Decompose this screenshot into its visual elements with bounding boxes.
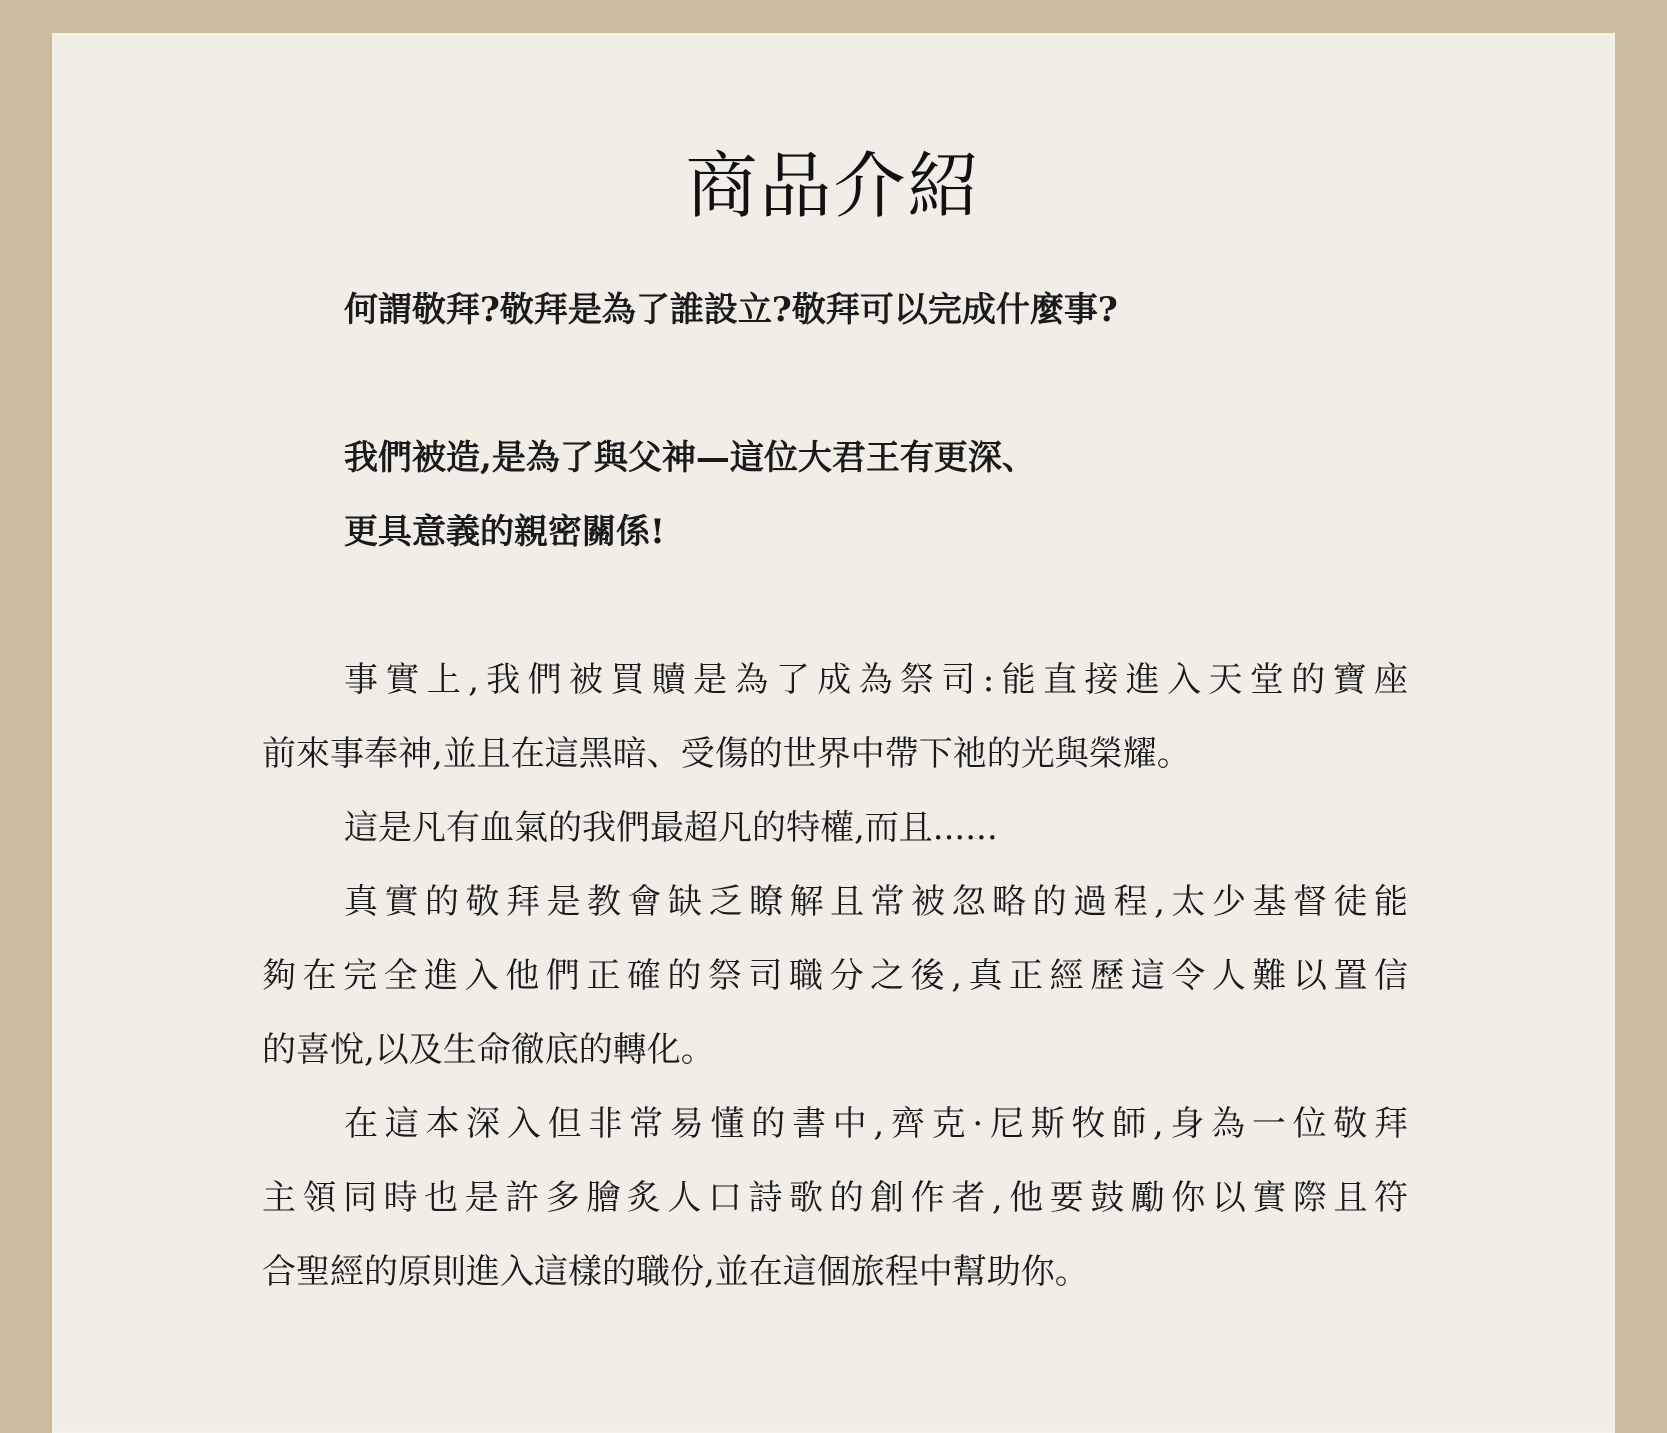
intro-statement-line-2: 更具意義的親密關係! xyxy=(344,512,665,552)
intro-statement-line-1: 我們被造,是為了與父神—這位大君王有更深、 xyxy=(344,438,1036,478)
spacer xyxy=(262,347,1408,421)
paragraph-line: 事實上,我們被買贖是為了成為祭司:能直接進入天堂的寶座 xyxy=(344,660,1408,700)
paragraph-line: 夠在完全進入他們正確的祭司職分之後,真正經歷這令人難以置信 xyxy=(262,956,1408,996)
page-title: 商品介紹 xyxy=(685,144,982,228)
paragraph-line: 前來事奉神,並且在這黑暗、受傷的世界中帶下祂的光與榮耀。 xyxy=(262,734,1191,774)
paragraph-line: 合聖經的原則進入這樣的職份,並在這個旅程中幫助你。 xyxy=(262,1252,1089,1292)
paragraph-line: 的喜悅,以及生命徹底的轉化。 xyxy=(262,1030,715,1070)
paragraph-3 xyxy=(262,865,1408,1087)
paragraph-2 xyxy=(262,791,1408,865)
description-content xyxy=(262,273,1408,1309)
paragraph-line: 這是凡有血氣的我們最超凡的特權,而且...... xyxy=(344,808,998,848)
paragraph-1 xyxy=(262,643,1408,791)
intro-question: 何謂敬拜?敬拜是為了誰設立?敬拜可以完成什麼事? xyxy=(344,290,1118,330)
product-description-panel xyxy=(52,33,1615,1433)
paragraph-line: 真實的敬拜是教會缺乏瞭解且常被忽略的過程,太少基督徒能 xyxy=(344,882,1408,922)
paragraph-line: 在這本深入但非常易懂的書中,齊克·尼斯牧師,身為一位敬拜 xyxy=(344,1104,1408,1144)
spacer xyxy=(262,569,1408,643)
paragraph-4 xyxy=(262,1087,1408,1309)
paragraph-line: 主領同時也是許多膾炙人口詩歌的創作者,他要鼓勵你以實際且符 xyxy=(262,1178,1408,1218)
